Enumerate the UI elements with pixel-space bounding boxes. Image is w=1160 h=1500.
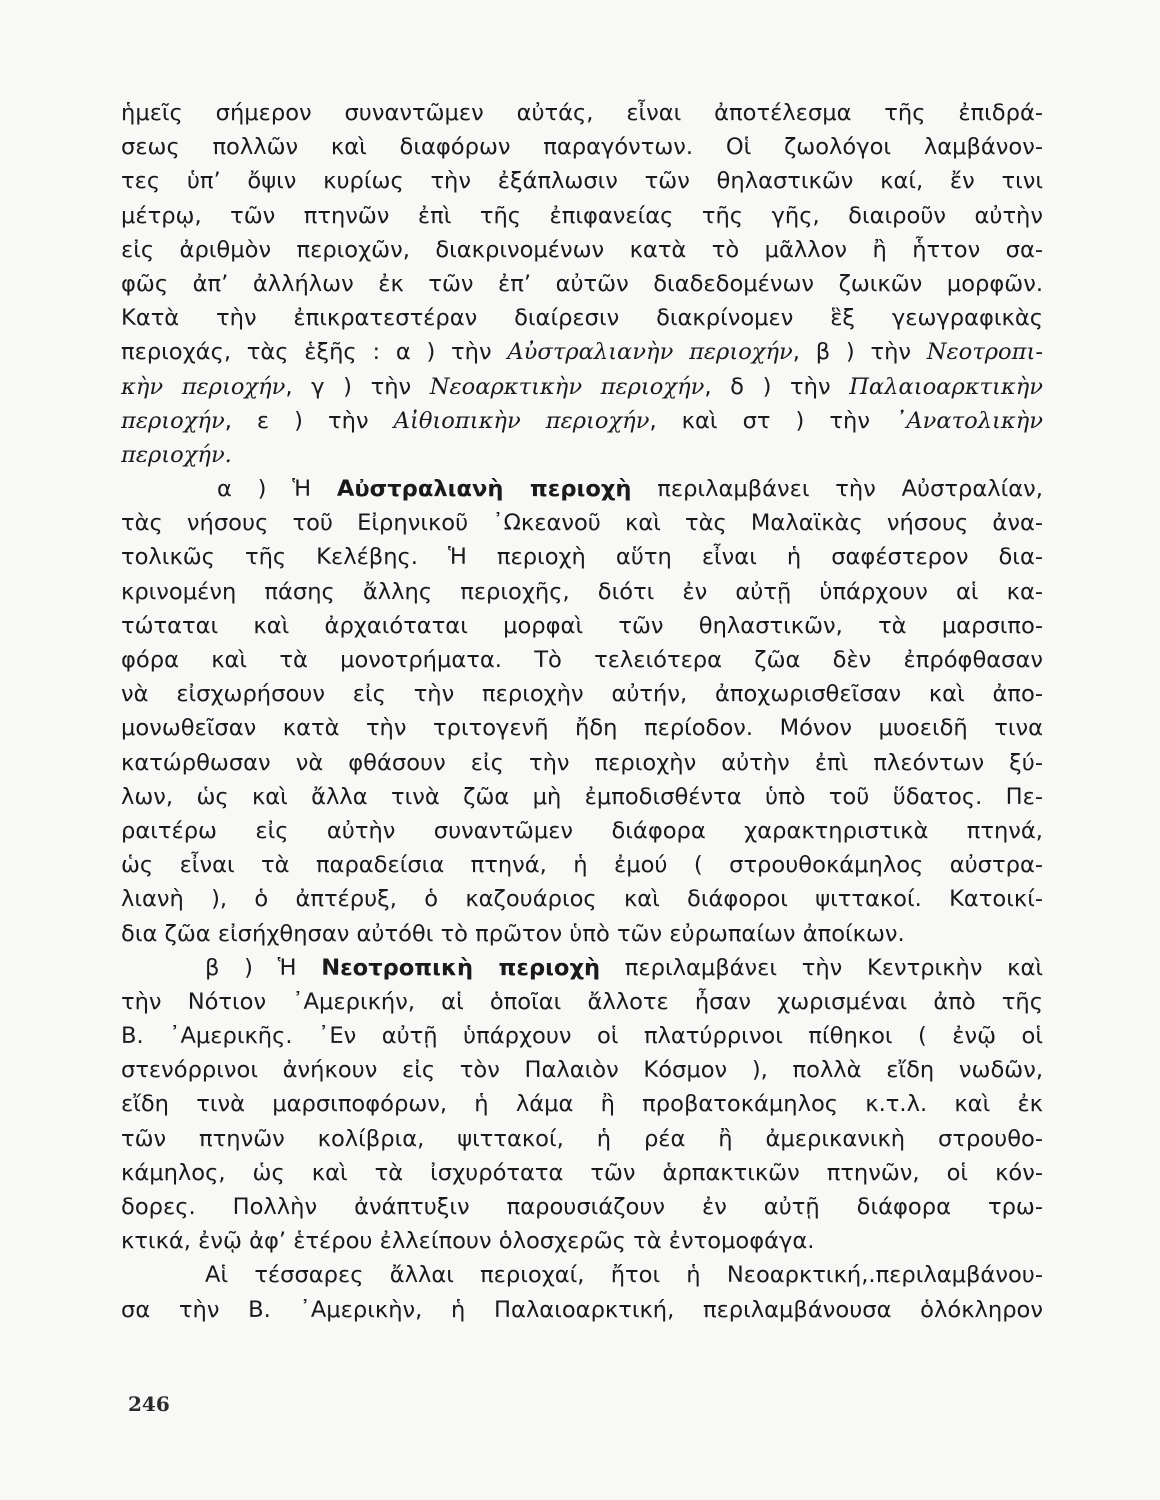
text-line	[121, 438, 1043, 472]
text-line: Β. ᾿Αμερικῆς. ᾿Εν αὐτῇ ὑπάρχουν οἱ πλατύρρινοι πίθηκοι ( ἐνῷ οἱ	[121, 1023, 1043, 1050]
text-line: τες ὑπ’ ὄψιν κυρίως τὴν ἐξάπλωσιν τῶν θηλαστικῶν καί, ἔν τινι	[121, 168, 1043, 195]
text-line: Αἱ τέσσαρες ἄλλαι περιοχαί, ἤτοι ἡ Νεοαρκτική,.περιλαμβάνου-	[205, 1262, 1043, 1289]
text-line: Κατὰ τὴν ἐπικρατεστέραν διαίρεσιν διακρίνομεν ἓξ γεωγραφικὰς	[121, 305, 1043, 332]
text-run: , β ) τὴν	[792, 339, 927, 366]
text-line: λων, ὡς καὶ ἄλλα τινὰ ζῶα μὴ ἐμποδισθέντα ὑπὸ τοῦ ὕδατος. Πε-	[121, 783, 1043, 810]
text-line: κτικά, ἐνῷ ἀφ’ ἑτέρου ἐλλείπουν ὁλοσχερῶς τὰ ἐντομοφάγα.	[121, 1228, 815, 1255]
text-line: φόρα καὶ τὰ μονοτρήματα. Τὸ τελειότερα ζῶα δὲν ἐπρόφθασαν	[121, 647, 1043, 673]
text-run: περιλαμβάνει τὴν Αὐστραλίαν,	[631, 476, 1043, 503]
text-run: , γ ) τὴν	[285, 373, 430, 400]
text-line: τολικῶς τῆς Κελέβης. Ἡ περιοχὴ αὕτη εἶναι ἡ σαφέστερον δια-	[121, 544, 1043, 571]
text-line: εἰς ἀριθμὸν περιοχῶν, διακρινομένων κατὰ τὸ μᾶλλον ἢ ἧττον σα-	[121, 236, 1043, 263]
text-line: λιανὴ ), ὁ ἀπτέρυξ, ὁ καζουάριος καὶ διάφοροι ψιττακοί. Κατοικί-	[121, 886, 1043, 913]
text-line: ἡμεῖς σήμερον συναντῶμεν αὐτάς, εἶναι ἀποτέλεσμα τῆς ἐπιδρά-	[121, 100, 1043, 126]
region-name-italic: περιοχήν	[121, 407, 225, 434]
text-line: κάμηλος, ὡς καὶ τὰ ἰσχυρότατα τῶν ἁρπακτικῶν πτηνῶν, οἱ κόν-	[121, 1159, 1043, 1186]
text-line: μέτρῳ, τῶν πτηνῶν ἐπὶ τῆς ἐπιφανείας τῆς γῆς, διαιροῦν αὐτὴν	[121, 202, 1043, 229]
text-line: τῶν πτηνῶν κολίβρια, ψιττακοί, ἡ ρέα ἢ ἀμερικανικὴ στρουθο-	[121, 1125, 1043, 1152]
text-line: ὡς εἶναι τὰ παραδείσια πτηνά, ἡ ἐμού ( στρουθοκάμηλος αὐστρα-	[121, 852, 1043, 879]
text-line: τὰς νήσους τοῦ Εἰρηνικοῦ ᾿Ωκεανοῦ καὶ τὰς Μαλαϊκὰς νήσους ἀνα-	[121, 510, 1043, 537]
text-line: μονωθεῖσαν κατὰ τὴν τριτογενῆ ἤδη περίοδον. Μόνον μυοειδῆ τινα	[121, 715, 1043, 742]
text-line: δια ζῶα εἰσήχθησαν αὐτόθι τὸ πρῶτον ὑπὸ τῶν εὐρωπαίων ἀποίκων.	[121, 920, 905, 947]
section-a-title: Αὐστραλιανὴ περιοχὴ	[336, 476, 632, 503]
page-number: 246	[128, 1392, 170, 1416]
text-line: σεως πολλῶν καὶ διαφόρων παραγόντων. Οἱ ζωολόγοι λαμβάνον-	[121, 134, 1043, 161]
text-line: εἴδη τινὰ μαρσιποφόρων, ἡ λάμα ἢ προβατοκάμηλος κ.τ.λ. καὶ ἐκ	[121, 1091, 1043, 1118]
region-name-italic: Αὐστραλιανὴν περιοχήν	[507, 339, 793, 366]
region-name-italic: κὴν περιοχήν	[121, 373, 286, 400]
region-name-italic: Παλαιοαρκτικὴν	[849, 373, 1043, 400]
text-run: , καὶ στ ) τὴν	[649, 407, 896, 434]
text-line	[121, 404, 1043, 438]
body-text	[121, 96, 1043, 1327]
text-run: περιοχάς, τὰς ἑξῆς : α ) τὴν	[121, 339, 508, 366]
text-run: β ) Ἡ	[205, 954, 322, 981]
text-run: περιλαμβάνει τὴν Κεντρικὴν καὶ	[600, 954, 1043, 981]
region-name-italic: ᾿Ανατολικὴν	[895, 407, 1043, 434]
text-line: στενόρρινοι ἀνήκουν εἰς τὸν Παλαιὸν Κόσμον ), πολλὰ εἴδη νωδῶν,	[121, 1057, 1043, 1084]
region-name-italic: περιοχήν.	[121, 441, 232, 468]
region-name-italic: Αἰθιοπικὴν περιοχήν	[393, 407, 650, 434]
text-line: δορες. Πολλὴν ἀνάπτυξιν παρουσιάζουν ἐν αὐτῇ διάφορα τρω-	[121, 1194, 1043, 1220]
text-line: ραιτέρω εἰς αὐτὴν συναντῶμεν διάφορα χαρακτηριστικὰ πτηνά,	[121, 817, 1043, 844]
text-line: νὰ εἰσχωρήσουν εἰς τὴν περιοχὴν αὐτήν, ἀποχωρισθεῖσαν καὶ ἀπο-	[121, 681, 1043, 708]
text-line	[121, 335, 1043, 369]
text-run: , δ ) τὴν	[704, 373, 850, 400]
text-line: φῶς ἀπ’ ἀλλήλων ἐκ τῶν ἐπ’ αὐτῶν διαδεδομένων ζωικῶν μορφῶν.	[121, 270, 1043, 297]
text-line: τώταται καὶ ἀρχαιόταται μορφαὶ τῶν θηλαστικῶν, τὰ μαρσιπο-	[121, 612, 1043, 639]
text-run: , ε ) τὴν	[224, 407, 394, 434]
text-run: α ) Ἡ	[217, 476, 337, 503]
section-b-title: Νεοτροπικὴ περιοχὴ	[321, 954, 601, 981]
region-name-italic: Νεοαρκτικὴν περιοχήν	[429, 373, 705, 400]
text-line: κατώρθωσαν νὰ φθάσουν εἰς τὴν περιοχὴν αὐτὴν ἐπὶ πλεόντων ξύ-	[121, 749, 1043, 776]
text-line: τὴν Νότιον ᾿Αμερικήν, αἱ ὁποῖαι ἄλλοτε ἦσαν χωρισμέναι ἀπὸ τῆς	[121, 988, 1043, 1015]
text-line: κρινομένη πάσης ἄλλης περιοχῆς, διότι ἐν αὐτῇ ὑπάρχουν αἱ κα-	[121, 578, 1043, 605]
section-b-heading-line	[121, 951, 1043, 985]
text-line	[121, 370, 1043, 404]
region-name-italic: Νεοτροπι-	[926, 339, 1043, 366]
text-line: σα τὴν Β. ᾿Αμερικὴν, ἡ Παλαιοαρκτική, περιλαμβάνουσα ὁλόκληρον	[121, 1296, 1043, 1323]
section-a-heading-line	[121, 472, 1043, 506]
